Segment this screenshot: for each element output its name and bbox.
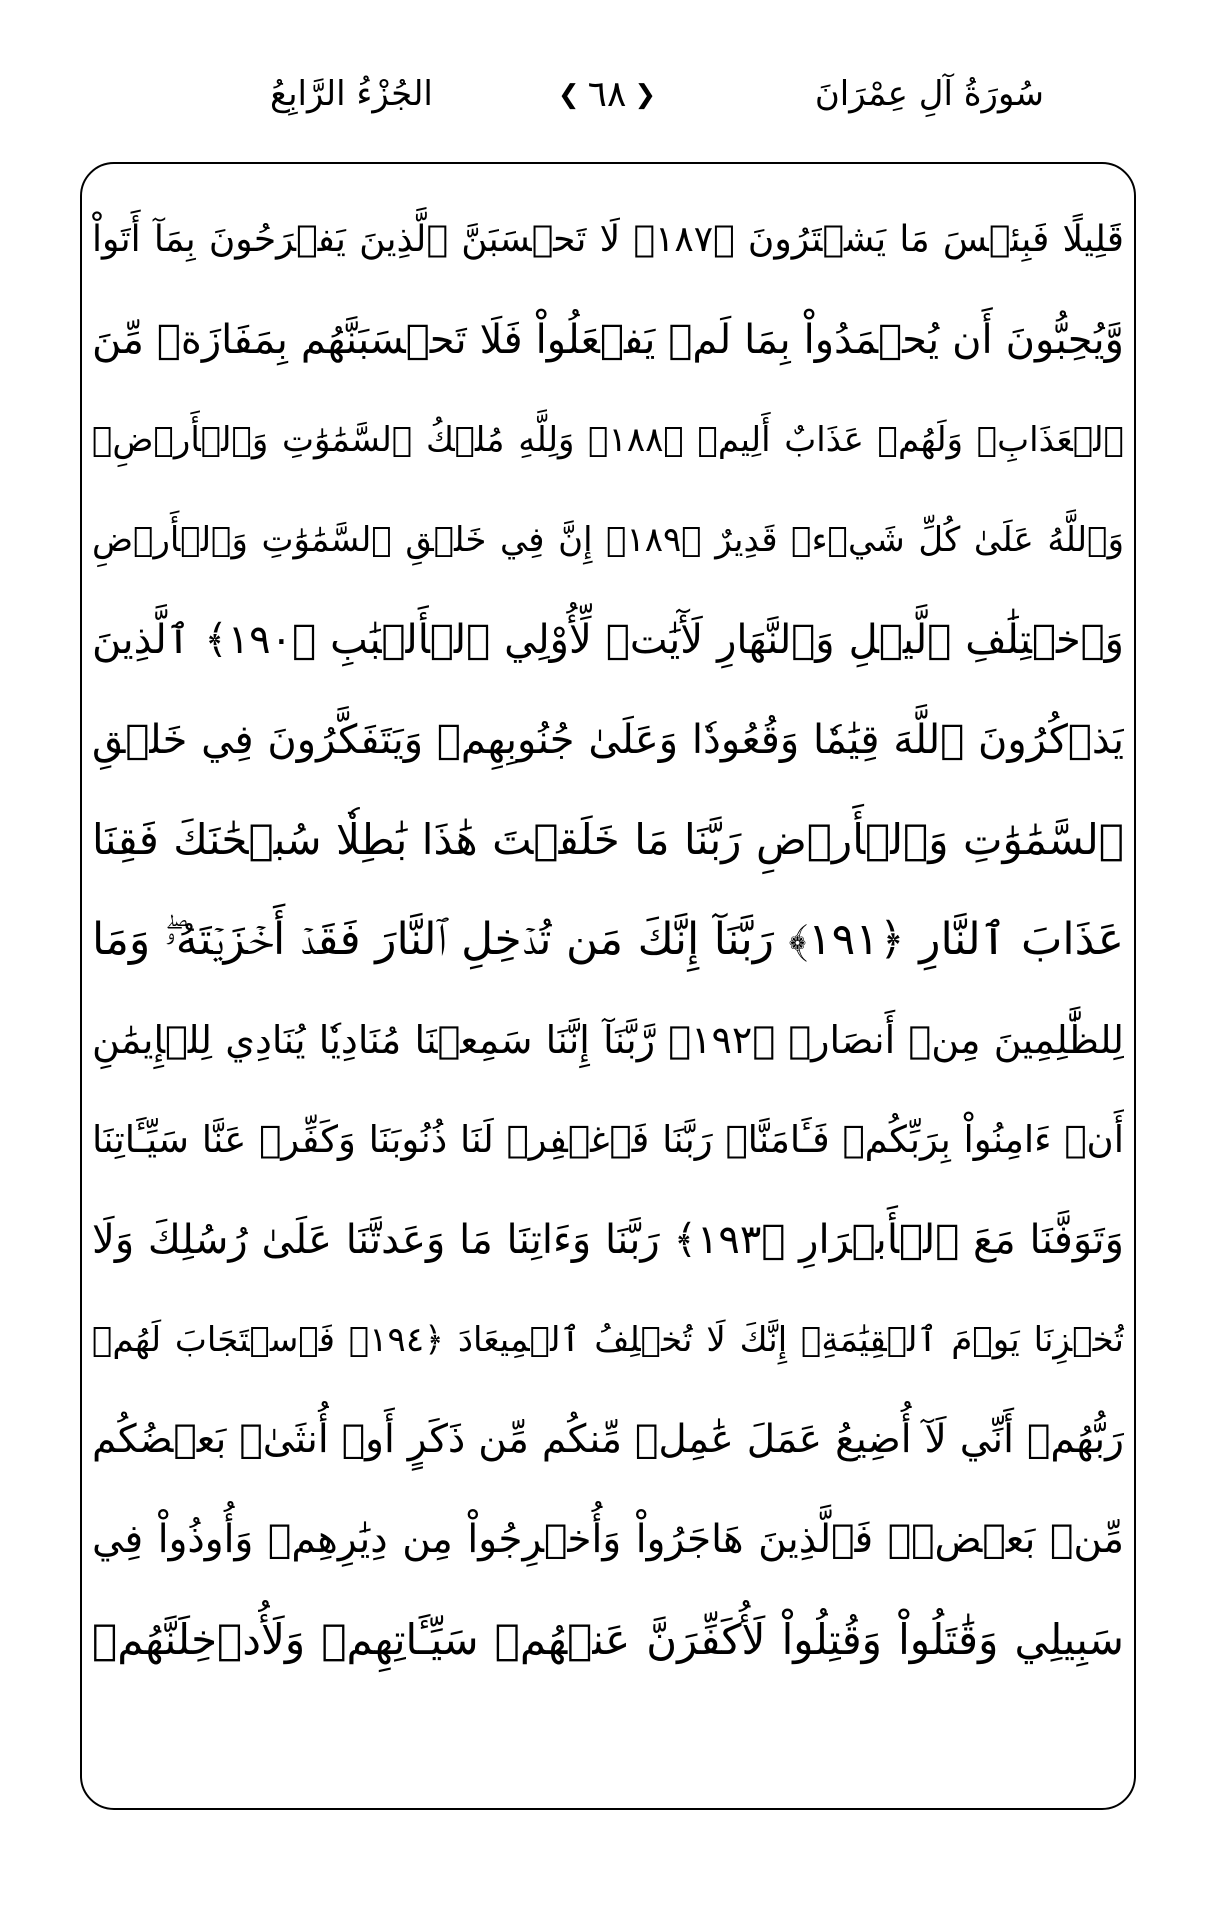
text-line-7: ٱلسَّمَٰوَٰتِ وَٱلۡأَرۡضِ رَبَّنَا مَا خَلَقۡتَ هَٰذَا بَٰطِلٗا سُبۡحَٰنَكَ فَقِنَا (92, 815, 1124, 864)
text-line-14: مِّنۢ بَعۡضٖۖ فَٱلَّذِينَ هَاجَرُواْ وَأُخۡرِجُواْ مِن دِيَٰرِهِمۡ وَأُوذُواْ فِي (92, 1517, 1124, 1562)
text-line-1: قَلِيلًا فَبِئۡسَ مَا يَشۡتَرُونَ ﴿١٨٧﴾ لَا تَحۡسَبَنَّ ٱلَّذِينَ يَفۡرَحُونَ بِمَآ أَتَواْ (92, 219, 1124, 260)
text-line-15: سَبِيلِي وَقَٰتَلُواْ وَقُتِلُواْ لَأُكَفِّرَنَّ عَنۡهُمۡ سَيِّـَٔاتِهِمۡ وَلَأُدۡخِلَنَّهُمۡ (92, 1615, 1124, 1664)
ornament-left-icon: ❮ (634, 79, 657, 110)
surah-name: سُورَةُ آلِ عِمْرَانَ (814, 74, 1044, 114)
text-line-9: لِلظَّٰلِمِينَ مِنۡ أَنصَارٖ ﴿١٩٢﴾ رَّبَّنَآ إِنَّنَا سَمِعۡنَا مُنَادِيٗا يُنَادِي لِلۡإِيمَٰنِ (92, 1018, 1124, 1062)
text-line-5: وَٱخۡتِلَٰفِ ٱلَّيۡلِ وَٱلنَّهَارِ لَأٓيَٰتٖ لِّأُوْلِي ٱلۡأَلۡبَٰبِ ﴿١٩٠﴾ ٱلَّذِينَ (92, 617, 1124, 663)
text-line-13: رَبُّهُمۡ أَنِّي لَآ أُضِيعُ عَمَلَ عَٰمِلٖ مِّنكُم مِّن ذَكَرٍ أَوۡ أُنثَىٰۖ بَعۡضُكُم (92, 1417, 1124, 1462)
text-line-6: يَذۡكُرُونَ ٱللَّهَ قِيَٰمٗا وَقُعُودٗا وَعَلَىٰ جُنُوبِهِمۡ وَيَتَفَكَّرُونَ فِي خَلۡقِ (92, 717, 1124, 763)
text-line-8: عَذَابَ ٱلنَّارِ ﴿١٩١﴾ رَبَّنَآ إِنَّكَ مَن تُدۡخِلِ ٱلنَّارَ فَقَدۡ أَخۡزَيۡتَهُۥۖ وَمَا (92, 914, 1124, 965)
text-line-11: وَتَوَفَّنَا مَعَ ٱلۡأَبۡرَارِ ﴿١٩٣﴾ رَبَّنَا وَءَاتِنَا مَا وَعَدتَّنَا عَلَىٰ رُسُلِكَ وَلَا (92, 1217, 1124, 1263)
page-header (0, 60, 1214, 130)
text-line-12: تُخۡزِنَا يَوۡمَ ٱلۡقِيَٰمَةِۖ إِنَّكَ لَا تُخۡلِفُ ٱلۡمِيعَادَ ﴿١٩٤﴾ فَٱسۡتَجَابَ لَهُمۡ (92, 1320, 1124, 1360)
juz-name: الجُزْءُ الرَّابِعُ (270, 74, 433, 114)
quran-text-block (92, 190, 1124, 1690)
ornament-right-icon: ❯ (557, 79, 580, 110)
text-line-10: أَنۡ ءَامِنُواْ بِرَبِّكُمۡ فَـَٔامَنَّاۚ رَبَّنَا فَٱغۡفِرۡ لَنَا ذُنُوبَنَا وَكَفِّرۡ عَنَّا سَيِّـَٔاتِنَا (92, 1118, 1124, 1161)
page-number: ٦٨ (587, 74, 627, 115)
text-line-4: وَٱللَّهُ عَلَىٰ كُلِّ شَيۡءٖ قَدِيرٌ ﴿١٨٩﴾ إِنَّ فِي خَلۡقِ ٱلسَّمَٰوَٰتِ وَٱلۡأَرۡضِ (92, 520, 1124, 560)
page-number-group (558, 74, 656, 115)
text-line-3: ٱلۡعَذَابِۖ وَلَهُمۡ عَذَابٌ أَلِيمٞ ﴿١٨٨﴾ وَلِلَّهِ مُلۡكُ ٱلسَّمَٰوَٰتِ وَٱلۡأَرۡضِۗ (92, 420, 1124, 460)
text-line-2: وَّيُحِبُّونَ أَن يُحۡمَدُواْ بِمَا لَمۡ يَفۡعَلُواْ فَلَا تَحۡسَبَنَّهُم بِمَفَازَةٖ مِّنَ (92, 317, 1124, 363)
